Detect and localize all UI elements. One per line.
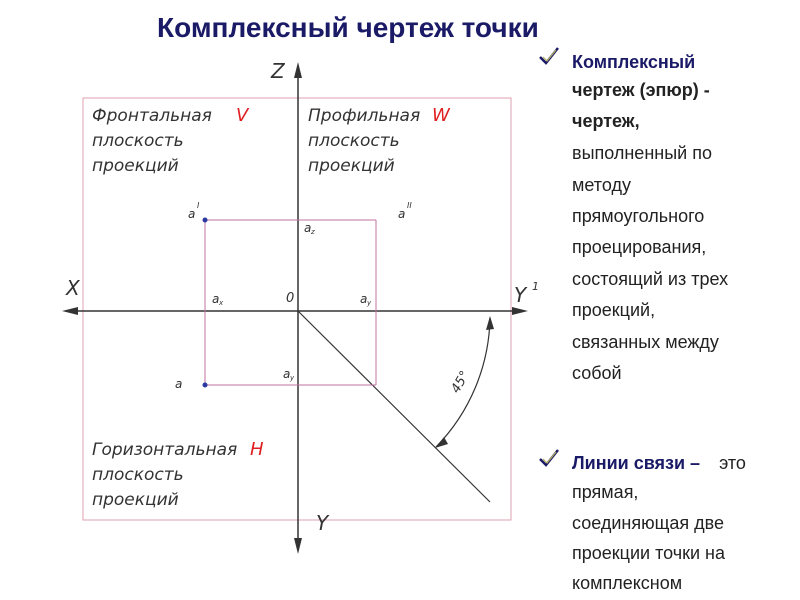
definition-line-3: чертеж, (572, 111, 640, 131)
origin-label: 0 (286, 291, 295, 306)
link-lines-line-5: комплексном (572, 573, 683, 593)
definition-line-9: проекций, (572, 300, 656, 320)
x-axis-arrow (62, 307, 78, 315)
z-axis-arrow (294, 62, 302, 78)
point-front-sup: I (197, 201, 200, 210)
point-profile-label: a (398, 207, 406, 221)
axis-z-label: Z (271, 59, 285, 83)
point-ay1-label: a (360, 292, 368, 306)
point-ax-label: a (212, 292, 220, 306)
link-lines-line-4: проекции точки на (572, 543, 725, 563)
frontal-plane-line-1: Фронтальная (92, 106, 212, 126)
definition-line-6: прямоугольного (572, 206, 705, 226)
definition-line-10: связанных между (572, 332, 719, 352)
definition-line-2: чертеж (эпюр) - (572, 80, 710, 100)
point-profile-sup: II (407, 201, 412, 210)
link-lines-rest: это (719, 453, 746, 473)
frontal-plane-line-3: проекций (92, 156, 179, 176)
arc-arrow-top (486, 316, 494, 330)
profile-plane-line-1: Профильная (308, 106, 421, 126)
frontal-plane-letter: V (236, 105, 249, 126)
axis-y1-label: Y (514, 283, 527, 307)
y1-axis-arrow (512, 307, 528, 315)
axis-x-label: X (66, 276, 80, 300)
definition-term: Комплексный (572, 52, 696, 72)
link-lines-line-2: прямая, (572, 482, 639, 502)
point-front-label: a (188, 207, 196, 221)
arc-arrow-bottom (435, 437, 448, 448)
point-ay-label: a (283, 367, 291, 381)
horizontal-plane-letter: H (250, 439, 264, 460)
point-horizontal-label: a (175, 377, 183, 391)
angle-label: 45° (448, 368, 473, 396)
link-lines-term: Линии связи – (572, 453, 701, 473)
point-az-label: a (304, 221, 312, 235)
definition-line-11: собой (572, 363, 622, 383)
point-ay-sub: y (290, 374, 295, 382)
point-ay1-sub: y (367, 299, 372, 307)
point-front-projection (203, 218, 208, 223)
axis-y-label: Y (316, 511, 329, 535)
constant-line (298, 311, 490, 502)
horizontal-plane-line-3: проекций (92, 490, 179, 510)
definition-line-5: методу (572, 175, 631, 195)
definition-line-7: проецирования, (572, 237, 707, 257)
link-lines-line-3: соединяющая две (572, 513, 725, 533)
profile-plane-line-2: плоскость (308, 131, 400, 151)
horizontal-plane-line-2: плоскость (92, 465, 184, 485)
y-axis-arrow (294, 538, 302, 554)
profile-plane-letter: W (432, 105, 450, 126)
horizontal-plane-line-1: Горизонтальная (92, 440, 238, 460)
page-title: Комплексный чертеж точки (157, 12, 539, 43)
frontal-plane-line-2: плоскость (92, 131, 184, 151)
point-horizontal-projection (203, 383, 208, 388)
definition-line-4: выполненный по (572, 143, 712, 163)
point-az-sub: z (311, 228, 315, 236)
axis-y1-sup: 1 (532, 280, 539, 293)
definition-line-8: состоящий из трех (572, 269, 729, 289)
profile-plane-line-3: проекций (308, 156, 395, 176)
point-ax-sub: x (219, 299, 224, 307)
